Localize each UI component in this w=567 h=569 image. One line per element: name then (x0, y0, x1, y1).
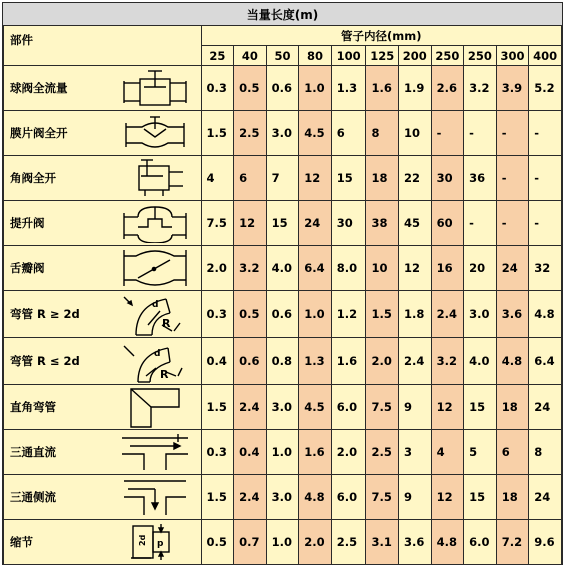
equivalent-length-value: 16 (431, 246, 464, 291)
equivalent-length-value: - (496, 111, 529, 156)
part-name: 提升阀 (4, 201, 109, 246)
equivalent-length-value: 24 (529, 385, 562, 430)
svg-text:d: d (151, 300, 159, 310)
equivalent-length-value: 15 (331, 156, 366, 201)
equivalent-length-value: 0.5 (234, 66, 267, 111)
equivalent-length-value: 4.8 (496, 338, 529, 385)
equivalent-length-value: 0.4 (201, 338, 234, 385)
equivalent-length-value: 24 (496, 246, 529, 291)
equivalent-length-value: 1.3 (331, 66, 366, 111)
equivalent-length-value: 3.2 (464, 66, 497, 111)
equivalent-length-value: 6.0 (331, 475, 366, 520)
equivalent-length-value: 12 (299, 156, 332, 201)
equivalent-length-value: 1.0 (266, 520, 299, 565)
equivalent-length-value: 3.6 (496, 291, 529, 338)
equivalent-length-table-frame (2, 2, 563, 565)
svg-text:p: p (156, 539, 164, 549)
diaphragm-valve-icon (109, 115, 201, 151)
equivalent-length-value: 18 (496, 385, 529, 430)
diameter-group-label: 管子内径(mm) (341, 28, 422, 43)
equivalent-length-value: 7.5 (201, 201, 234, 246)
equivalent-length-value: 1.0 (299, 291, 332, 338)
equivalent-length-value: 3.2 (431, 338, 464, 385)
equivalent-length-value: 5 (464, 430, 497, 475)
equivalent-length-value: 2.0 (201, 246, 234, 291)
equivalent-length-value: 15 (266, 201, 299, 246)
equivalent-length-value: 4.8 (529, 291, 562, 338)
table-title: 当量长度(m) (3, 3, 562, 26)
equivalent-length-value: 6 (331, 111, 366, 156)
equivalent-length-value: - (431, 111, 464, 156)
equivalent-length-value: 0.8 (266, 338, 299, 385)
equivalent-length-value: - (529, 111, 562, 156)
equivalent-length-value: 3.9 (496, 66, 529, 111)
equivalent-length-value: 4.0 (464, 338, 497, 385)
equivalent-length-value: 38 (366, 201, 399, 246)
diameter-header-9: 300 (496, 46, 529, 66)
part-name: 弯管 R ≤ 2d (4, 338, 109, 385)
equivalent-length-value: 7.5 (366, 475, 399, 520)
diameter-header-1: 40 (234, 46, 267, 66)
equivalent-length-value: 4.0 (266, 246, 299, 291)
svg-text:d: d (153, 349, 161, 359)
equivalent-length-value: - (496, 156, 529, 201)
equivalent-length-value: 12 (431, 385, 464, 430)
equivalent-length-value: 6.4 (299, 246, 332, 291)
equivalent-length-value: 7.5 (366, 385, 399, 430)
diameter-header-2: 50 (266, 46, 299, 66)
table-body (4, 66, 562, 565)
equivalent-length-value: 2.5 (234, 111, 267, 156)
equivalent-length-value: 24 (299, 201, 332, 246)
equivalent-length-value: 6 (234, 156, 267, 201)
part-diagram-cell (109, 520, 201, 565)
equivalent-length-value: 4.5 (299, 385, 332, 430)
equivalent-length-value: 2.6 (431, 66, 464, 111)
equivalent-length-value: 4.5 (299, 111, 332, 156)
equivalent-length-value: 0.5 (234, 291, 267, 338)
parts-header-label: 部件 (10, 33, 33, 47)
svg-text:R: R (159, 368, 169, 381)
table-row (4, 520, 562, 565)
equivalent-length-value: 3.1 (366, 520, 399, 565)
table-row (4, 430, 562, 475)
equivalent-length-value: 3.0 (266, 111, 299, 156)
equivalent-length-value: 2.0 (366, 338, 399, 385)
equivalent-length-value: 8.0 (331, 246, 366, 291)
equivalent-length-value: 3.0 (266, 385, 299, 430)
equivalent-length-value: 10 (399, 111, 432, 156)
equivalent-length-value: 2.4 (234, 475, 267, 520)
equivalent-length-value: 1.6 (366, 66, 399, 111)
equivalent-length-value: 36 (464, 156, 497, 201)
part-name: 缩节 (4, 520, 109, 565)
equivalent-length-value: 18 (366, 156, 399, 201)
equivalent-length-value: 18 (496, 475, 529, 520)
equivalent-length-value: 1.3 (299, 338, 332, 385)
right-angle-elbow-icon (109, 385, 201, 429)
part-diagram-cell (109, 291, 201, 338)
equivalent-length-value: 60 (431, 201, 464, 246)
part-diagram-cell (109, 111, 201, 156)
diameter-header-5: 125 (366, 46, 399, 66)
equivalent-length-value: 24 (529, 475, 562, 520)
flap-valve-icon (109, 248, 201, 288)
equivalent-length-value: 1.0 (299, 66, 332, 111)
equivalent-length-value: 6.0 (331, 385, 366, 430)
equivalent-length-value: 0.6 (266, 66, 299, 111)
equivalent-length-value: 2.4 (431, 291, 464, 338)
equivalent-length-value: 0.4 (234, 430, 267, 475)
equivalent-length-value: 7.2 (496, 520, 529, 565)
part-name: 三通侧流 (4, 475, 109, 520)
diameter-group-header (201, 26, 561, 46)
part-name: 舌瓣阀 (4, 246, 109, 291)
part-name: 三通直流 (4, 430, 109, 475)
table-row (4, 156, 562, 201)
equivalent-length-value: 0.3 (201, 291, 234, 338)
equivalent-length-value: - (496, 201, 529, 246)
reducer-icon (109, 522, 201, 562)
equivalent-length-value: 30 (431, 156, 464, 201)
equivalent-length-value: 15 (464, 385, 497, 430)
part-name: 直角弯管 (4, 385, 109, 430)
part-diagram-cell (109, 385, 201, 430)
diameter-header-7: 250 (431, 46, 464, 66)
table-row (4, 385, 562, 430)
equivalent-length-value: 45 (399, 201, 432, 246)
part-diagram-cell (109, 246, 201, 291)
equivalent-length-value: 3 (399, 430, 432, 475)
equivalent-length-value: 6.4 (529, 338, 562, 385)
equivalent-length-value: 20 (464, 246, 497, 291)
equivalent-length-value: 2.5 (331, 520, 366, 565)
part-diagram-cell (109, 475, 201, 520)
table-row (4, 246, 562, 291)
equivalent-length-value: 1.5 (201, 475, 234, 520)
part-diagram-cell (109, 156, 201, 201)
part-diagram-cell (109, 201, 201, 246)
equivalent-length-value: 0.3 (201, 66, 234, 111)
equivalent-length-value: 12 (234, 201, 267, 246)
equivalent-length-value: 1.6 (299, 430, 332, 475)
equivalent-length-value: 5.2 (529, 66, 562, 111)
diameter-header-4: 100 (331, 46, 366, 66)
equivalent-length-value: 3.0 (464, 291, 497, 338)
tee-straight-flow-icon (109, 432, 201, 472)
part-name: 膜片阀全开 (4, 111, 109, 156)
svg-text:2d: 2d (137, 534, 147, 546)
equivalent-length-value: 4 (201, 156, 234, 201)
equivalent-length-value: 6 (496, 430, 529, 475)
equivalent-length-value: - (464, 201, 497, 246)
table-row (4, 201, 562, 246)
equivalent-length-value: 0.5 (201, 520, 234, 565)
equivalent-length-value: 2.4 (234, 385, 267, 430)
part-diagram-cell (109, 430, 201, 475)
equivalent-length-value: 1.6 (331, 338, 366, 385)
equivalent-length-value: 10 (366, 246, 399, 291)
equivalent-length-value: 0.6 (266, 291, 299, 338)
equivalent-length-value: 2.0 (331, 430, 366, 475)
equivalent-length-value: 12 (399, 246, 432, 291)
equivalent-length-value: 1.9 (399, 66, 432, 111)
equivalent-length-value: 2.5 (366, 430, 399, 475)
equivalent-length-value: 8 (529, 430, 562, 475)
equivalent-length-value: 1.5 (201, 111, 234, 156)
equivalent-length-value: 4 (431, 430, 464, 475)
equivalent-length-value: 9 (399, 385, 432, 430)
tee-side-flow-icon (109, 477, 201, 517)
bend-small-radius-icon (109, 338, 201, 384)
equivalent-length-table (3, 25, 562, 565)
table-row (4, 291, 562, 338)
table-row (4, 111, 562, 156)
equivalent-length-value: 2.4 (399, 338, 432, 385)
equivalent-length-value: 1.5 (366, 291, 399, 338)
part-name: 球阀全流量 (4, 66, 109, 111)
equivalent-length-value: 1.0 (266, 430, 299, 475)
equivalent-length-value: 9.6 (529, 520, 562, 565)
equivalent-length-value: 22 (399, 156, 432, 201)
bend-large-radius-icon (109, 291, 201, 337)
equivalent-length-value: 1.5 (201, 385, 234, 430)
part-diagram-cell (109, 338, 201, 385)
equivalent-length-value: 2.0 (299, 520, 332, 565)
equivalent-length-value: 32 (529, 246, 562, 291)
equivalent-length-value: 0.3 (201, 430, 234, 475)
table-row (4, 338, 562, 385)
lift-valve-icon (109, 203, 201, 243)
diameter-header-0: 25 (201, 46, 234, 66)
equivalent-length-value: 12 (431, 475, 464, 520)
equivalent-length-value: 30 (331, 201, 366, 246)
equivalent-length-value: 3.6 (399, 520, 432, 565)
equivalent-length-value: 6.0 (464, 520, 497, 565)
equivalent-length-value: 4.8 (299, 475, 332, 520)
table-row (4, 66, 562, 111)
equivalent-length-value: - (464, 111, 497, 156)
equivalent-length-value: 3.0 (266, 475, 299, 520)
part-name: 弯管 R ≥ 2d (4, 291, 109, 338)
part-name: 角阀全开 (4, 156, 109, 201)
diameter-header-10: 400 (529, 46, 562, 66)
equivalent-length-value: 1.8 (399, 291, 432, 338)
equivalent-length-value: 7 (266, 156, 299, 201)
equivalent-length-value: 8 (366, 111, 399, 156)
equivalent-length-value: 1.2 (331, 291, 366, 338)
part-diagram-cell (109, 66, 201, 111)
svg-text:R: R (161, 317, 171, 330)
equivalent-length-value: 0.7 (234, 520, 267, 565)
equivalent-length-value: - (529, 201, 562, 246)
parts-header (4, 26, 202, 66)
angle-valve-icon (109, 158, 201, 198)
table-row (4, 475, 562, 520)
diameter-header-3: 80 (299, 46, 332, 66)
diameter-header-8: 250 (464, 46, 497, 66)
equivalent-length-value: 0.6 (234, 338, 267, 385)
diameter-header-6: 200 (399, 46, 432, 66)
equivalent-length-value: 9 (399, 475, 432, 520)
ball-valve-icon (109, 69, 201, 107)
equivalent-length-value: 3.2 (234, 246, 267, 291)
equivalent-length-value: 15 (464, 475, 497, 520)
equivalent-length-value: - (529, 156, 562, 201)
equivalent-length-value: 4.8 (431, 520, 464, 565)
